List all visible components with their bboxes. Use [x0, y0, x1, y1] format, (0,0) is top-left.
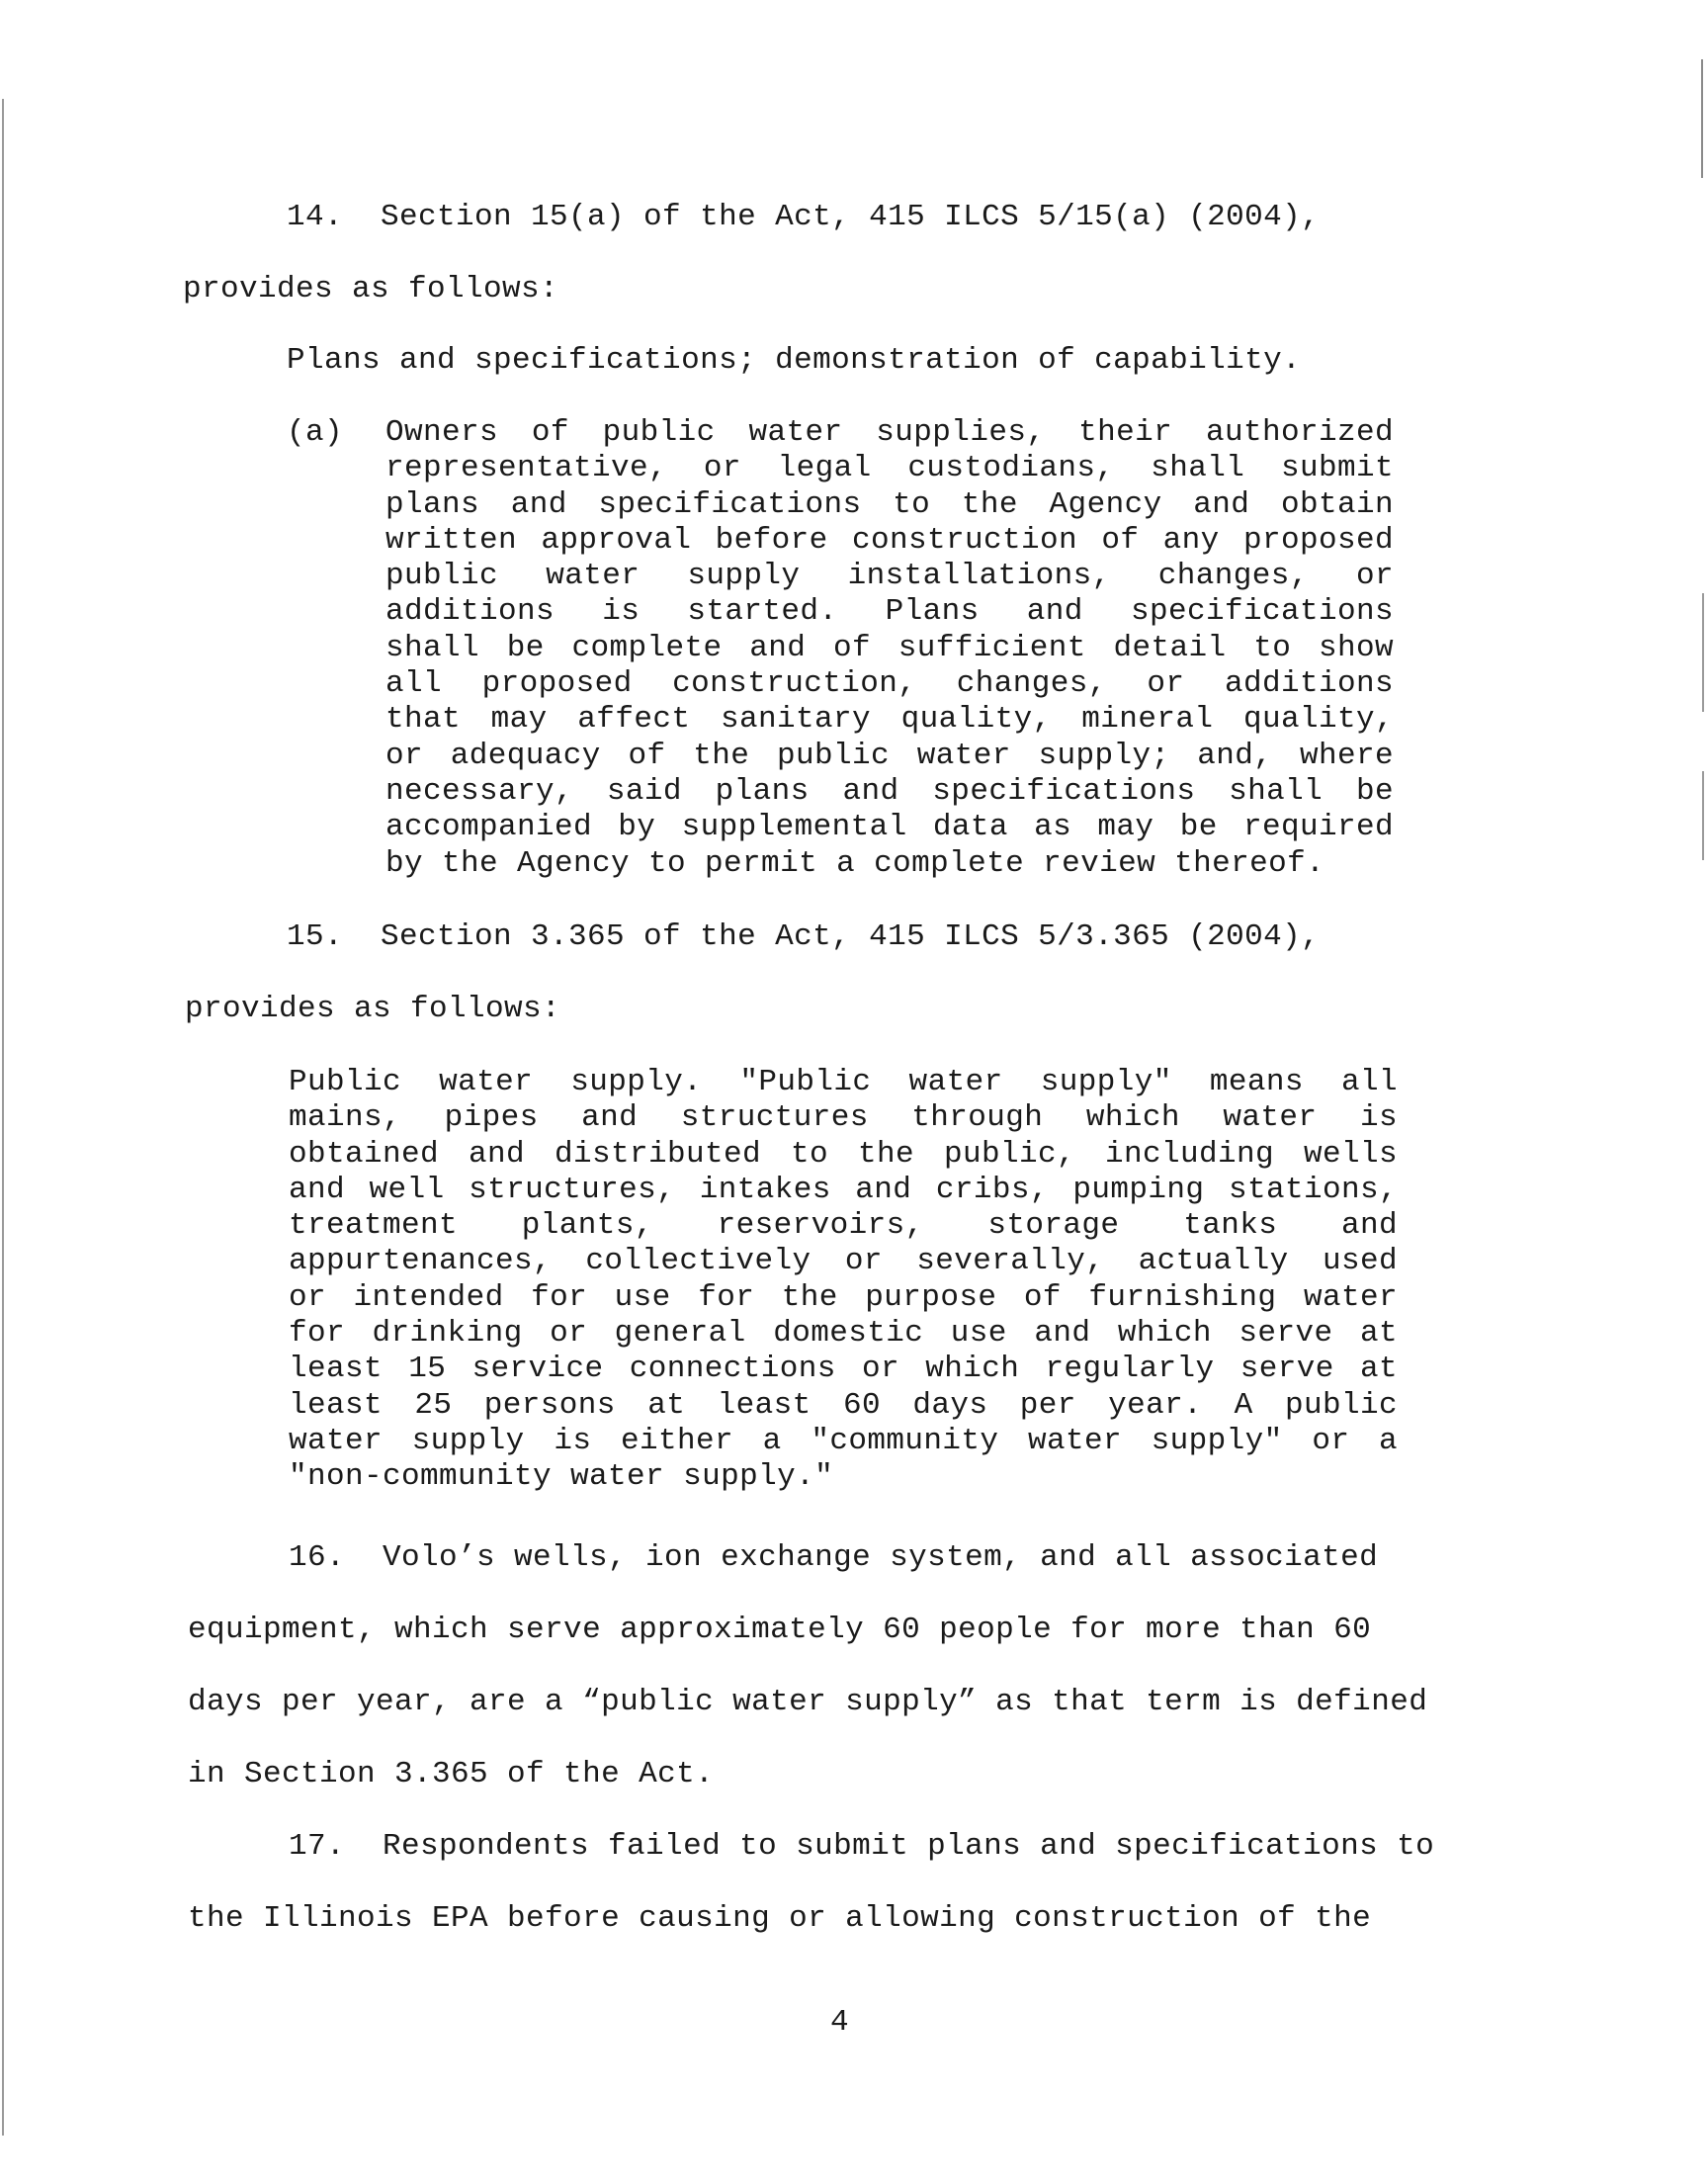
quote-14-heading: Plans and specifications; demonstration of capability.: [287, 343, 1302, 378]
paragraph-16-line-4: in Section 3.365 of the Act.: [188, 1757, 715, 1791]
paragraph-17-line-1: 17. Respondents failed to submit plans and specifications to: [289, 1829, 1435, 1864]
quote-line: all proposed construction, changes, or additions: [385, 666, 1394, 702]
paragraph-14-line-1: 14. Section 15(a) of the Act, 415 ILCS 5/15(a) (2004),: [287, 200, 1321, 234]
quote-14-body: [385, 415, 1394, 882]
quote-line: least 15 service connections or which regularly serve at: [289, 1352, 1398, 1387]
quote-line: accompanied by supplemental data as may be required: [385, 810, 1394, 845]
paragraph-16-line-2: equipment, which serve approximately 60 people for more than 60: [188, 1613, 1372, 1647]
quote-line: additions is started. Plans and specifications: [385, 594, 1394, 630]
scan-mark: [1702, 593, 1704, 712]
paragraph-15-line-1: 15. Section 3.365 of the Act, 415 ILCS 5/3.365 (2004),: [287, 919, 1321, 954]
scan-mark: [1702, 771, 1704, 860]
scan-edge-right: [1701, 59, 1703, 178]
paragraph-15-line-2: provides as follows:: [185, 992, 561, 1026]
quote-line: obtained and distributed to the public, including wells: [289, 1136, 1398, 1172]
quote-14-marker: (a): [287, 415, 344, 450]
quote-line: water supply is either a "community water supply" or a: [289, 1423, 1398, 1458]
quote-line: for drinking or general domestic use and which serve at: [289, 1316, 1398, 1352]
quote-line: by the Agency to permit a complete review thereof.: [385, 845, 1325, 881]
quote-line: shall be complete and of sufficient detail to show: [385, 630, 1394, 665]
quote-line: Public water supply. "Public water supply" means all: [289, 1065, 1398, 1099]
quote-line: representative, or legal custodians, shall submit: [385, 451, 1394, 486]
quote-line: plans and specifications to the Agency and obtain: [385, 486, 1394, 522]
quote-line: necessary, said plans and specifications shall be: [385, 773, 1394, 809]
quote-line: or intended for use for the purpose of furnishing water: [289, 1279, 1398, 1315]
quote-line: and well structures, intakes and cribs, pumping stations,: [289, 1172, 1398, 1207]
scan-edge-left: [2, 99, 4, 2136]
quote-line: least 25 persons at least 60 days per year. A public: [289, 1387, 1398, 1423]
quote-line: written approval before construction of any proposed: [385, 522, 1394, 558]
paragraph-16-line-3: days per year, are a “public water supply” as that term is defined: [188, 1685, 1428, 1719]
quote-line: treatment plants, reservoirs, storage tanks and: [289, 1208, 1398, 1244]
quote-line: that may affect sanitary quality, mineral quality,: [385, 702, 1394, 738]
quote-line: or adequacy of the public water supply; and, where: [385, 738, 1394, 773]
quote-line: "non-community water supply.": [289, 1459, 834, 1495]
paragraph-17-line-2: the Illinois EPA before causing or allowing construction of the: [188, 1901, 1372, 1936]
page-number: 4: [830, 2005, 849, 2040]
quote-15-body: [289, 1065, 1398, 1496]
quote-line: Owners of public water supplies, their authorized: [385, 415, 1394, 450]
paragraph-16-line-1: 16. Volo’s wells, ion exchange system, and all associated: [289, 1540, 1379, 1575]
quote-line: mains, pipes and structures through which water is: [289, 1100, 1398, 1136]
quote-line: appurtenances, collectively or severally, actually used: [289, 1244, 1398, 1279]
paragraph-14-line-2: provides as follows:: [183, 272, 559, 306]
quote-line: public water supply installations, changes, or: [385, 559, 1394, 594]
